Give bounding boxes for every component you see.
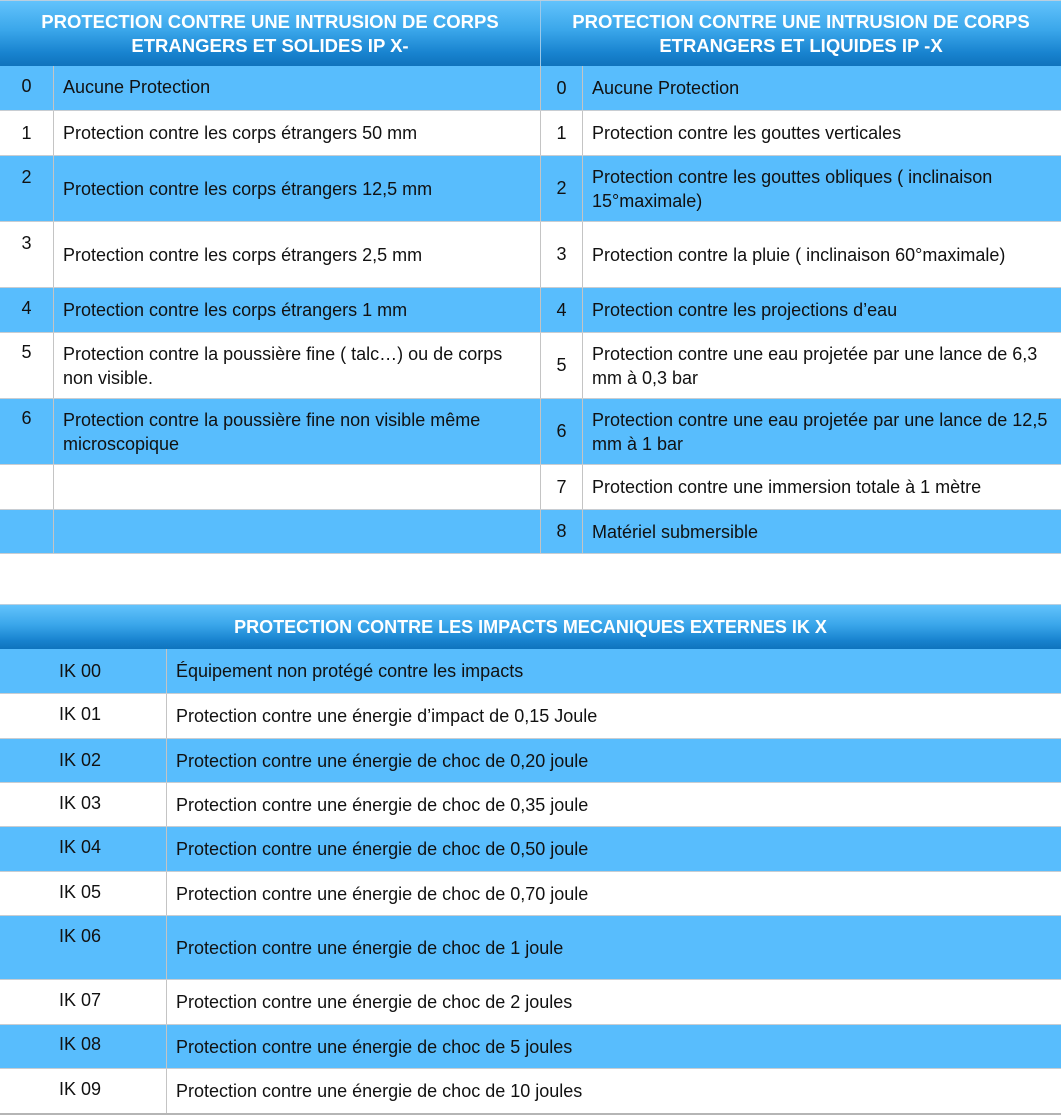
ip-solid-text	[54, 465, 540, 509]
ip-solid-code: 4	[0, 288, 54, 332]
ip-liquid-text: Protection contre la pluie ( inclinaison 60°maximale)	[592, 244, 1006, 265]
ip-liquid-text: Protection contre les gouttes obliques ( inclinaison 15°maximale)	[592, 166, 993, 211]
ik-impact-table	[0, 604, 1061, 1114]
ip-solid-code: 3	[0, 222, 54, 287]
ip-table-header-row	[0, 0, 1061, 66]
ik-text: Protection contre une énergie de choc de 0,35 joule	[176, 794, 589, 815]
ip-liquid-code: 3	[541, 222, 583, 287]
ik-code: IK 06	[0, 916, 167, 979]
ik-text: Protection contre une énergie de choc de 0,20 joule	[176, 750, 589, 771]
ik-text: Protection contre une énergie de choc de 2 joules	[176, 992, 573, 1012]
table-row	[0, 510, 1061, 554]
ip-solid-text: Protection contre les corps étrangers 50 mm	[63, 123, 418, 143]
ik-text: Protection contre une énergie de choc de 1 joule	[176, 937, 564, 958]
ip-liquid-text: Protection contre une immersion totale à 1 mètre	[592, 477, 982, 497]
table-row	[0, 649, 1061, 694]
ik-text: Équipement non protégé contre les impacts	[176, 661, 524, 681]
table-row	[0, 916, 1061, 980]
ip-solid-text	[54, 510, 540, 553]
ip-liquid-text: Matériel submersible	[592, 521, 759, 542]
table-row	[0, 783, 1061, 827]
ip-solid-header: PROTECTION CONTRE UNE INTRUSION DE CORPS ETRANGERS ET SOLIDES IP X-	[0, 1, 541, 66]
ip-solid-code: 5	[0, 333, 54, 398]
ik-code: IK 08	[0, 1025, 167, 1068]
ik-code: IK 00	[0, 649, 167, 693]
ip-solid-text: Protection contre la poussière fine ( talc…) ou de corps non visible.	[63, 344, 503, 388]
ip-solid-text: Protection contre les corps étrangers 12,5 mm	[63, 178, 433, 199]
ip-liquid-header: PROTECTION CONTRE UNE INTRUSION DE CORPS ETRANGERS ET LIQUIDES IP -X	[572, 10, 1030, 56]
ip-liquid-code: 8	[541, 510, 583, 553]
ip-liquid-code: 6	[541, 399, 583, 464]
ip-liquid-text: Aucune Protection	[592, 78, 740, 98]
table-row	[0, 333, 1061, 399]
ip-protection-table	[0, 0, 1061, 554]
ip-liquid-code: 4	[541, 288, 583, 332]
ik-table-header: PROTECTION CONTRE LES IMPACTS MECANIQUES EXTERNES IK X	[0, 605, 1061, 649]
table-row	[0, 872, 1061, 916]
ip-solid-code	[0, 510, 54, 553]
ik-text: Protection contre une énergie de choc de 0,50 joule	[176, 839, 589, 859]
table-row	[0, 66, 1061, 111]
ip-solid-code: 2	[0, 156, 54, 221]
ik-code: IK 04	[0, 827, 167, 871]
ip-solid-code: 6	[0, 399, 54, 464]
ip-solid-code: 1	[0, 111, 54, 155]
ip-liquid-code: 5	[541, 333, 583, 398]
table-row	[0, 156, 1061, 222]
table-row	[0, 827, 1061, 872]
ik-code: IK 03	[0, 783, 167, 826]
table-row	[0, 111, 1061, 156]
ip-liquid-text: Protection contre une eau projetée par une lance de 6,3 mm à 0,3 bar	[592, 343, 1038, 388]
table-row	[0, 739, 1061, 783]
table-row	[0, 288, 1061, 333]
ik-text: Protection contre une énergie d’impact de 0,15 Joule	[176, 706, 598, 726]
ik-code: IK 02	[0, 739, 167, 782]
table-row	[0, 222, 1061, 288]
ip-solid-text: Protection contre les corps étrangers 2,5 mm	[63, 244, 423, 265]
ip-liquid-text: Protection contre une eau projetée par une lance de 12,5 mm à 1 bar	[592, 409, 1048, 454]
ip-liquid-text: Protection contre les gouttes verticales	[592, 123, 902, 143]
ip-solid-text: Aucune Protection	[63, 77, 211, 97]
table-row	[0, 1069, 1061, 1115]
table-row	[0, 399, 1061, 465]
ik-text: Protection contre une énergie de choc de 10 joules	[176, 1081, 583, 1101]
table-row	[0, 980, 1061, 1025]
ip-liquid-code: 1	[541, 111, 583, 155]
ip-solid-code: 0	[0, 66, 54, 110]
ip-solid-text: Protection contre les corps étrangers 1 mm	[63, 300, 408, 320]
ip-liquid-code: 7	[541, 465, 583, 509]
ip-solid-code	[0, 465, 54, 509]
ik-text: Protection contre une énergie de choc de 0,70 joule	[176, 883, 589, 904]
ip-liquid-text: Protection contre les projections d’eau	[592, 300, 898, 320]
table-row	[0, 465, 1061, 510]
table-row	[0, 694, 1061, 739]
ik-code: IK 07	[0, 980, 167, 1024]
ip-liquid-code: 0	[541, 66, 583, 110]
ip-solid-text: Protection contre la poussière fine non visible même microscopique	[63, 410, 481, 454]
ik-code: IK 09	[0, 1069, 167, 1113]
ik-code: IK 05	[0, 872, 167, 915]
ik-code: IK 01	[0, 694, 167, 738]
ik-text: Protection contre une énergie de choc de 5 joules	[176, 1036, 573, 1057]
table-row	[0, 1025, 1061, 1069]
ip-liquid-code: 2	[541, 156, 583, 221]
